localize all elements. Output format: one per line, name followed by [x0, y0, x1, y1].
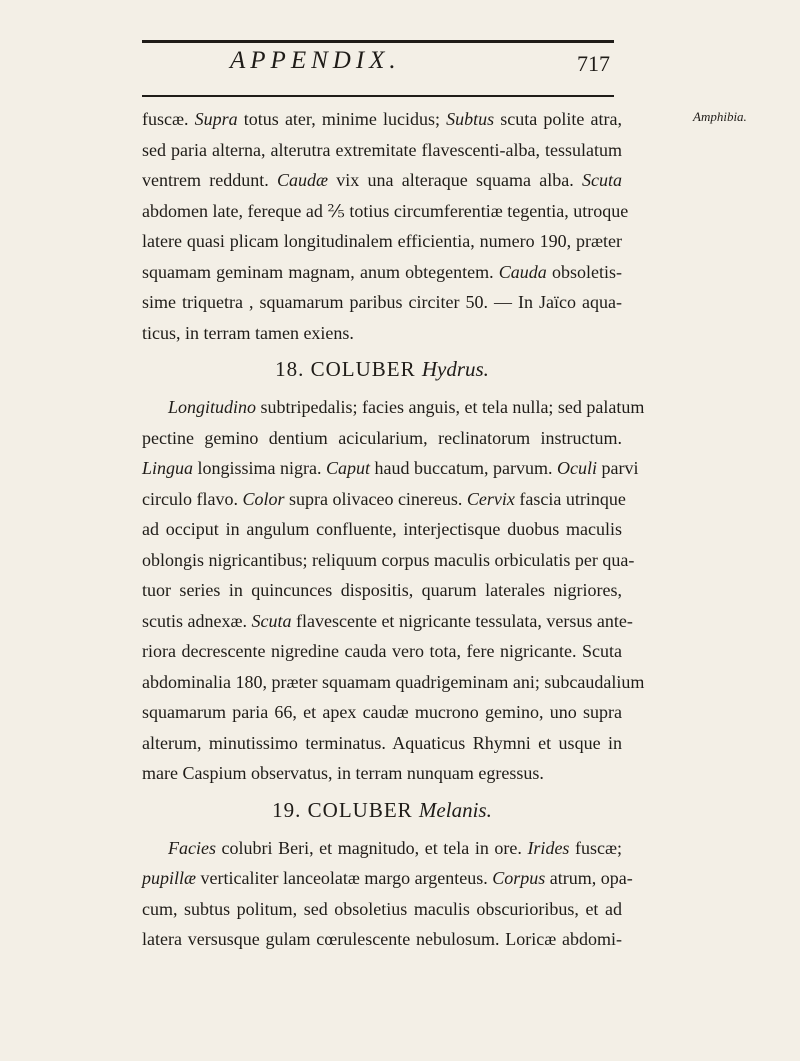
- text-run: abdominalia 180, præter squamam quadrigeminam ani; subcaudalium: [142, 671, 645, 692]
- text-line: [142, 135, 622, 166]
- text-run: ticus, in terram tamen exiens.: [142, 322, 354, 343]
- text-run: pectine gemino dentium acicularium, reclinatorum instructum.: [142, 427, 622, 448]
- italic-term: pupillæ: [142, 868, 197, 888]
- italic-term: Oculi: [556, 458, 597, 478]
- italic-term: Irides: [527, 837, 570, 858]
- text-run: supra olivaceo cinereus.: [284, 488, 467, 509]
- text-line: [142, 667, 645, 698]
- margin-note: Amphibia.: [693, 109, 747, 124]
- text-run: sime triquetra , squamarum paribus circiter 50. — In Jaïco aqua-: [142, 292, 622, 312]
- text-run: squamarum paria 66, et apex caudæ mucrono gemino, uno supra: [142, 702, 622, 722]
- text-line: [142, 514, 622, 545]
- italic-term: Scuta: [251, 610, 292, 631]
- text-run: scuta polite atra,: [494, 109, 622, 129]
- heading-number: 18. COLUBER: [275, 357, 422, 381]
- body-text: [142, 104, 645, 955]
- text-line: [142, 226, 622, 257]
- text-line: [142, 924, 622, 955]
- species-heading-melanis: [142, 795, 622, 827]
- text-run: mare Caspium observatus, in terram nunquam egressus.: [142, 763, 544, 783]
- text-line: [142, 257, 622, 288]
- text-line: [142, 863, 633, 894]
- page-header: [142, 47, 614, 87]
- text-line: [142, 636, 622, 667]
- italic-term: Caput: [326, 458, 371, 478]
- paragraph-3: [142, 833, 633, 955]
- italic-term: Cauda: [498, 261, 547, 282]
- text-line: [142, 392, 645, 423]
- text-line: [142, 423, 622, 454]
- text-line: [142, 758, 622, 789]
- text-line: [142, 606, 633, 637]
- text-line: [142, 728, 622, 759]
- text-run: cum, subtus politum, sed obsoletius maculis obscurioribus, et ad: [142, 898, 622, 919]
- text-line: [142, 196, 629, 227]
- italic-term: Lingua: [142, 458, 194, 478]
- text-run: fascia utrinque: [514, 488, 626, 509]
- text-run: squamam geminam magnam, anum obtegentem.: [142, 261, 499, 282]
- text-run: totus ater, minime lucidus;: [237, 109, 447, 129]
- text-run: fuscæ.: [142, 109, 195, 129]
- text-run: colubri Beri, et magnitudo, et tela in ore.: [215, 837, 528, 858]
- text-run: oblongis nigricantibus; reliquum corpus maculis orbiculatis per qua-: [142, 549, 635, 570]
- text-line: [142, 545, 635, 576]
- italic-term: Scuta: [581, 170, 622, 190]
- text-run: haud buccatum, parvum.: [370, 458, 557, 478]
- text-run: circulo flavo.: [142, 488, 243, 509]
- heading-number: 19. COLUBER: [272, 797, 419, 822]
- italic-term: Subtus: [446, 109, 495, 129]
- text-run: sed paria alterna, alterutra extremitate flavescenti-alba, tessulatum: [142, 139, 622, 160]
- text-run: scutis adnexæ.: [142, 610, 252, 631]
- text-run: obsoletis-: [546, 261, 622, 282]
- text-run: riora decrescente nigredine cauda vero tota, fere nigricante. Scuta: [142, 641, 622, 661]
- text-line: [142, 318, 622, 349]
- text-line: [142, 165, 622, 196]
- text-run: parvi: [596, 458, 639, 478]
- text-line: [142, 697, 622, 728]
- text-run: longissima nigra.: [193, 458, 327, 478]
- text-run: subtripedalis; facies anguis, et tela nulla; sed palatum: [256, 397, 645, 417]
- text-line: [142, 484, 626, 515]
- text-run: vix una alteraque squama alba.: [328, 170, 582, 190]
- paragraph-2: [142, 392, 645, 789]
- page-number: 717: [577, 51, 610, 76]
- italic-term: Cervix: [466, 488, 515, 509]
- italic-term: Longitudino: [168, 397, 257, 417]
- text-run: fuscæ;: [569, 837, 622, 858]
- species-name: Hydrus.: [421, 357, 489, 381]
- species-name: Melanis.: [418, 797, 492, 822]
- text-run: alterum, minutissimo terminatus. Aquaticus Rhymni et usque in: [142, 732, 622, 753]
- italic-term: Facies: [168, 837, 216, 858]
- text-line: [142, 287, 622, 318]
- text-run: flavescente et nigricante tessulata, versus ante-: [291, 610, 633, 631]
- text-line: [142, 453, 639, 484]
- italic-term: Caudæ: [276, 170, 328, 190]
- header-rule-bottom: [142, 95, 614, 97]
- italic-term: Color: [242, 488, 285, 509]
- italic-term: Corpus: [492, 868, 546, 888]
- text-run: atrum, opa-: [545, 868, 633, 888]
- species-heading-hydrus: [142, 354, 622, 386]
- header-rule-top: [142, 40, 614, 43]
- text-line: [142, 894, 622, 925]
- text-line: [142, 104, 622, 135]
- running-title: APPENDIX.: [230, 47, 401, 74]
- paragraph-1: [142, 104, 629, 348]
- text-run: abdomen late, fereque ad ⅖ totius circumferentiæ tegentia, utroque: [142, 200, 629, 221]
- text-run: latere quasi plicam longitudinalem efficientia, numero 190, præter: [142, 231, 622, 251]
- text-run: ventrem reddunt.: [142, 170, 277, 190]
- text-run: verticaliter lanceolatæ margo argenteus.: [196, 868, 493, 888]
- italic-term: Supra: [194, 109, 238, 129]
- text-run: latera versusque gulam cœrulescente nebulosum. Loricæ abdomi-: [142, 929, 622, 949]
- text-run: tuor series in quincunces dispositis, quarum laterales nigriores,: [142, 580, 622, 600]
- text-run: ad occiput in angulum confluente, interjectisque duobus maculis: [142, 519, 622, 539]
- text-line: [142, 575, 622, 606]
- text-line: [142, 833, 622, 864]
